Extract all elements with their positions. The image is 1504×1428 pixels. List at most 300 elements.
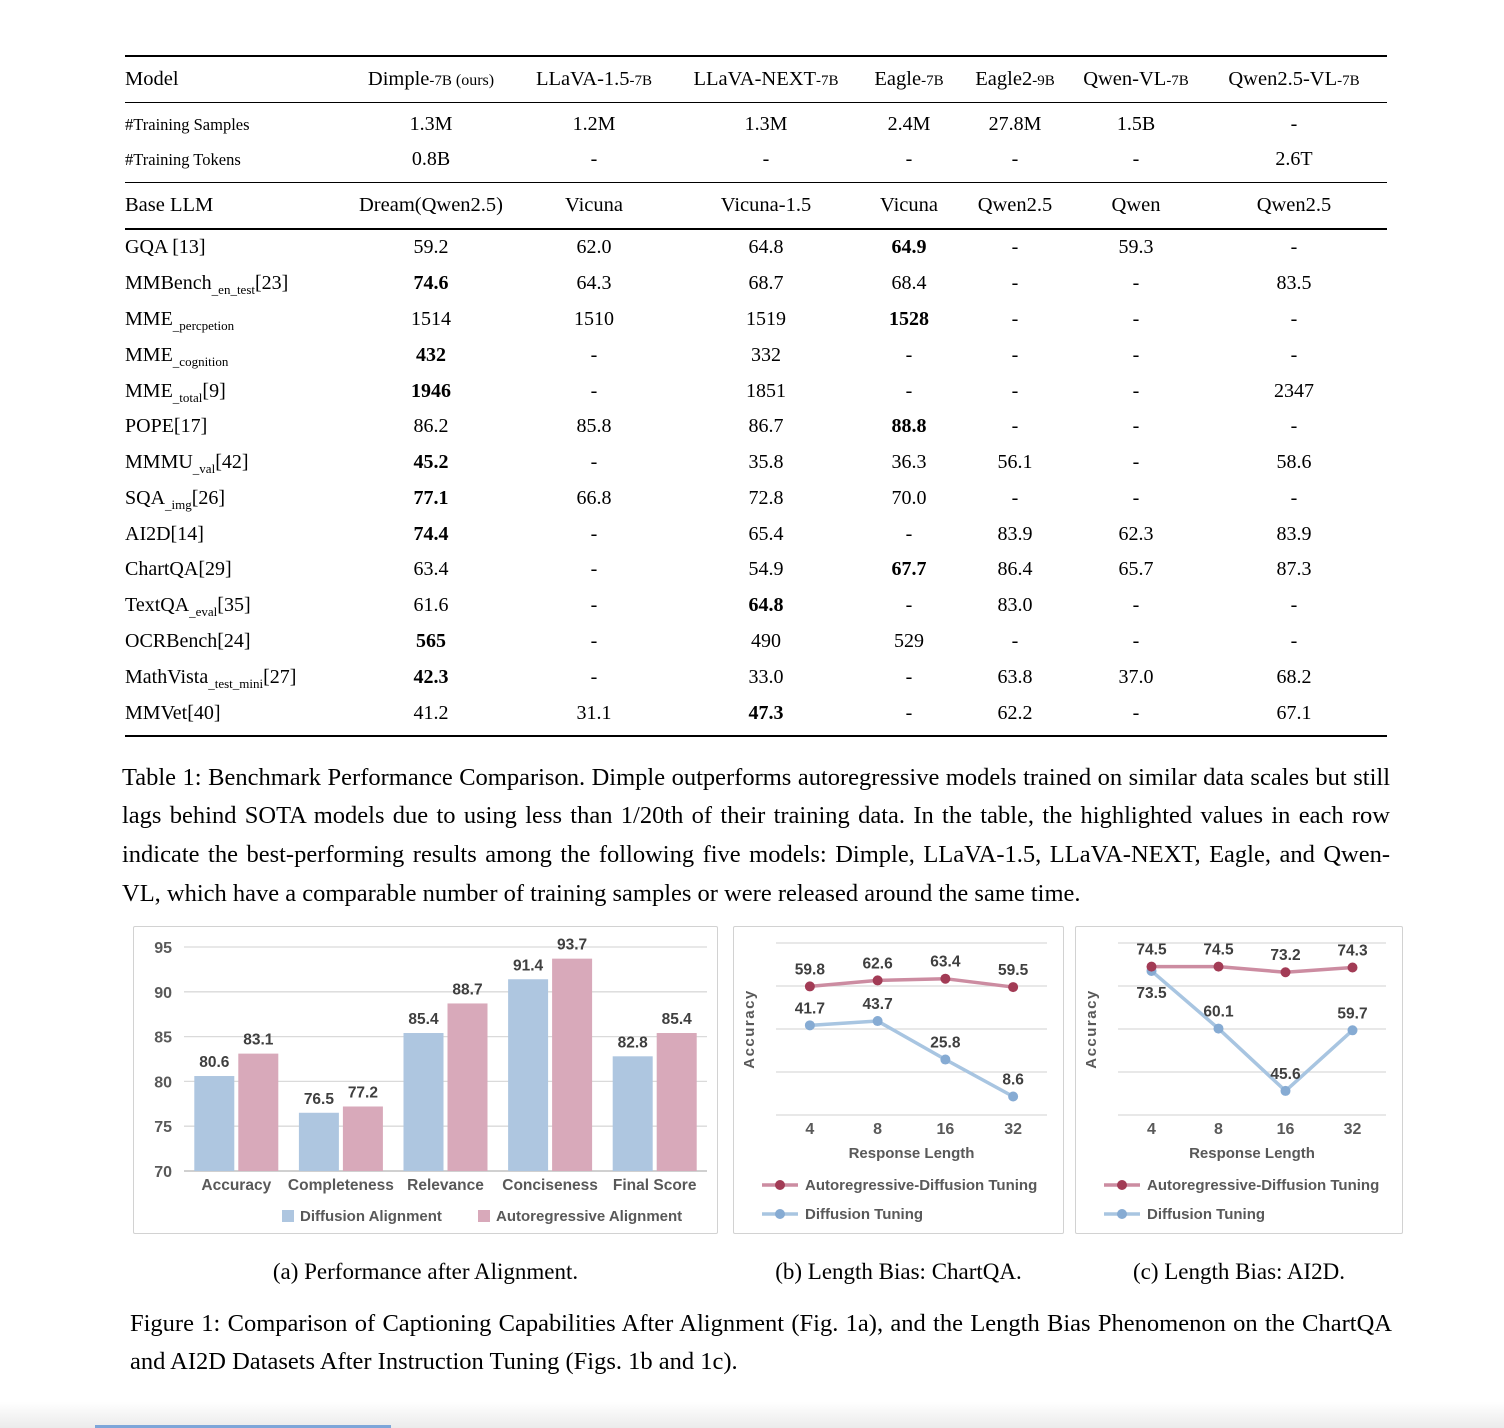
data-point — [1008, 1092, 1018, 1102]
benchmark-name: MME — [125, 379, 173, 402]
legend-marker — [775, 1209, 785, 1219]
benchmark-subscript: _test_mini — [208, 675, 264, 691]
value-cell: - — [590, 451, 598, 474]
point-value-label: 8.6 — [1002, 1071, 1024, 1089]
data-point — [1147, 962, 1157, 972]
row-label — [125, 183, 347, 230]
y-axis-label: Accuracy — [1083, 989, 1100, 1070]
model-note: (ours) — [451, 72, 495, 89]
y-tick-label: 85 — [154, 1029, 172, 1047]
model-name: LLaVA-NEXT — [693, 68, 817, 90]
category-label: Accuracy — [201, 1177, 272, 1195]
benchmark-table — [125, 55, 1387, 737]
value-cell: 68.7 — [748, 272, 784, 295]
value-cell: 54.9 — [748, 558, 784, 581]
value-cell: 63.8 — [997, 665, 1033, 688]
benchmark-name: MMVet — [125, 701, 188, 724]
value-cell: - — [905, 522, 913, 545]
point-value-label: 43.7 — [862, 996, 893, 1014]
value-cell: 1.5B — [1116, 113, 1156, 135]
benchmark-ref: [26] — [191, 486, 226, 509]
data-point — [805, 982, 815, 992]
model-name: Qwen-VL — [1083, 68, 1167, 90]
bar-value-label: 77.2 — [347, 1084, 378, 1102]
data-point — [940, 974, 950, 984]
benchmark-label — [125, 266, 347, 302]
value-cell: - — [590, 522, 598, 545]
value-cell: 2347 — [1274, 379, 1314, 402]
point-value-label: 60.1 — [1203, 1003, 1234, 1021]
value-cell: 85.8 — [576, 415, 612, 438]
bar-value-label: 91.4 — [513, 957, 544, 975]
benchmark-label — [125, 695, 347, 735]
value-cell: - — [515, 142, 673, 183]
bar — [299, 1113, 339, 1171]
y-tick-label: 75 — [154, 1119, 172, 1137]
table-caption: Table 1: Benchmark Performance Comparison. Dimple outperforms autoregressive models trained on similar data scales but still lags behind SOTA models due to using less than 1/20th of their training data. In the table, the highlighted values in each row indicate the best-performing results among the following five models: Dimple, LLaVA-1.5, LLaVA-NEXT, Eagle, and Qwen-VL, which have a comparable number of training samples or were released around the same time. — [122, 763, 1390, 907]
value-cell: 77.1 — [413, 486, 449, 509]
figure-caption: Figure 1: Comparison of Captioning Capabilities After Alignment (Fig. 1a), and the Length Bias Phenomenon on the ChartQA and AI2D Datasets After Instruction Tuning (Figs. 1b and 1c). — [130, 1310, 1392, 1376]
legend-label: Autoregressive-Diffusion Tuning — [805, 1177, 1038, 1195]
table-row — [125, 588, 1387, 624]
table-row — [125, 266, 1387, 302]
model-size-suffix: -9B — [1032, 73, 1055, 89]
x-tick-label: 8 — [1214, 1121, 1223, 1139]
data-point — [873, 976, 883, 986]
benchmark-subscript: _val — [192, 461, 216, 477]
info-row-label: #Training Samples — [125, 115, 250, 134]
column-header — [1071, 56, 1201, 103]
table-row — [125, 445, 1387, 481]
value-cell: Vicuna-1.5 — [673, 183, 859, 230]
x-axis-label: Response Length — [848, 1145, 975, 1163]
benchmark-ref: [40] — [187, 701, 221, 724]
value-cell: 1510 — [574, 307, 614, 330]
point-value-label: 25.8 — [930, 1034, 961, 1052]
benchmark-name: MME — [125, 307, 173, 330]
model-size-suffix: -7B — [921, 73, 944, 89]
x-tick-label: 8 — [873, 1121, 883, 1139]
bar-value-label: 83.1 — [243, 1031, 274, 1049]
benchmark-ref: [42] — [215, 451, 249, 474]
value-cell: - — [1011, 629, 1019, 652]
benchmark-label — [125, 373, 347, 409]
value-cell: - — [1011, 486, 1019, 509]
value-cell: - — [1011, 415, 1019, 438]
model-header-label: Model — [125, 68, 179, 90]
value-cell: - — [1071, 695, 1201, 735]
benchmark-name: GQA — [125, 236, 168, 259]
line-series — [1152, 967, 1353, 973]
value-cell: 74.6 — [413, 272, 449, 295]
value-cell: 0.8B — [347, 142, 515, 183]
value-cell: - — [1132, 594, 1140, 617]
value-cell: - — [590, 343, 598, 366]
table-row — [125, 516, 1387, 552]
value-cell: - — [1011, 379, 1019, 402]
value-cell: 1851 — [746, 379, 786, 402]
column-header — [859, 56, 959, 103]
bar-value-label: 88.7 — [452, 981, 483, 999]
value-cell: 64.8 — [748, 236, 784, 259]
table-row — [125, 229, 1387, 266]
data-point — [873, 1016, 883, 1026]
value-cell: - — [1132, 415, 1140, 438]
bar — [552, 959, 592, 1171]
table-row — [125, 624, 1387, 660]
legend-label: Diffusion Tuning — [1147, 1206, 1266, 1224]
value-cell: 58.6 — [1276, 451, 1312, 474]
benchmark-ref: [14] — [170, 522, 204, 545]
benchmark-label — [125, 552, 347, 588]
value-cell: 332 — [751, 343, 781, 366]
value-cell: - — [1290, 594, 1298, 617]
y-tick-label: 90 — [154, 985, 172, 1003]
value-cell: 62.2 — [959, 695, 1071, 735]
value-cell: 64.9 — [891, 236, 927, 259]
bar — [194, 1076, 234, 1171]
value-cell: Vicuna — [859, 183, 959, 230]
value-cell: - — [673, 142, 859, 183]
value-cell: 1.3M — [409, 113, 453, 135]
value-cell: - — [590, 629, 598, 652]
bar-value-label: 80.6 — [199, 1054, 230, 1072]
table-row — [125, 659, 1387, 695]
fig1b-panel — [733, 926, 1064, 1234]
table-row — [125, 373, 1387, 409]
bar-value-label: 93.7 — [557, 937, 588, 955]
point-value-label: 74.3 — [1337, 942, 1368, 960]
legend-marker — [1117, 1209, 1127, 1219]
benchmark-subscript: _en_test — [211, 282, 255, 298]
benchmark-ref: [29] — [198, 558, 232, 581]
value-cell: - — [1290, 113, 1298, 135]
point-value-label: 73.2 — [1270, 947, 1301, 965]
value-cell: Vicuna — [515, 183, 673, 230]
value-cell: 529 — [894, 629, 924, 652]
benchmark-label — [125, 588, 347, 624]
bar — [657, 1033, 697, 1171]
value-cell: - — [1290, 343, 1298, 366]
column-header — [673, 56, 859, 103]
legend-marker — [1117, 1180, 1127, 1190]
point-value-label: 59.5 — [998, 962, 1029, 980]
value-cell: - — [590, 558, 598, 581]
row-label — [125, 142, 347, 183]
value-cell: - — [590, 665, 598, 688]
value-cell: - — [1132, 343, 1140, 366]
table-row — [125, 302, 1387, 338]
value-cell: 83.5 — [1276, 272, 1312, 295]
bar — [404, 1033, 444, 1171]
category-label: Completeness — [287, 1177, 394, 1195]
point-value-label: 74.5 — [1136, 942, 1167, 960]
value-cell: 41.2 — [347, 695, 515, 735]
value-cell: 47.3 — [673, 695, 859, 735]
benchmark-subscript: _percpetion — [172, 317, 235, 333]
model-size-suffix: -7B — [1337, 73, 1360, 89]
model-size-suffix: -7B — [1166, 73, 1189, 89]
line-series — [1152, 971, 1353, 1091]
bar — [448, 1004, 488, 1172]
value-cell: - — [1071, 142, 1201, 183]
benchmark-label — [125, 659, 347, 695]
value-cell: 36.3 — [891, 451, 927, 474]
bar — [613, 1057, 653, 1172]
x-tick-label: 32 — [1343, 1121, 1362, 1139]
fig1c-panel — [1075, 926, 1403, 1234]
value-cell: 86.2 — [413, 415, 449, 438]
value-cell: - — [1290, 415, 1298, 438]
value-cell: 83.9 — [1276, 522, 1312, 545]
info-row-label: #Training Tokens — [125, 150, 241, 169]
x-axis-label: Response Length — [1189, 1145, 1315, 1163]
data-point — [1348, 963, 1358, 973]
value-cell: - — [1132, 272, 1140, 295]
benchmark-subscript: _cognition — [172, 353, 229, 369]
benchmark-ref: [24] — [217, 629, 251, 652]
value-cell: 87.3 — [1276, 558, 1312, 581]
data-point — [1214, 962, 1224, 972]
value-cell: 2.4M — [887, 113, 931, 135]
benchmark-label — [125, 337, 347, 373]
category-label: Final Score — [612, 1177, 697, 1195]
row-label — [125, 103, 347, 143]
model-name: Eagle — [874, 68, 922, 90]
value-cell: - — [1290, 307, 1298, 330]
column-header-model — [125, 56, 347, 103]
value-cell: 72.8 — [748, 486, 784, 509]
point-value-label: 73.5 — [1136, 985, 1167, 1003]
fig1a-bar-chart — [134, 927, 717, 1233]
legend-marker — [775, 1180, 785, 1190]
value-cell: Dream(Qwen2.5) — [347, 183, 515, 230]
table-row — [125, 552, 1387, 588]
model-name: LLaVA-1.5 — [535, 68, 630, 90]
value-cell: - — [1011, 343, 1019, 366]
value-cell: - — [1132, 486, 1140, 509]
value-cell: - — [859, 695, 959, 735]
data-point — [1281, 1086, 1291, 1096]
legend-label: Diffusion Tuning — [805, 1206, 924, 1224]
value-cell: - — [905, 379, 913, 402]
bar — [343, 1107, 383, 1172]
value-cell: - — [1132, 307, 1140, 330]
column-header — [1201, 56, 1387, 103]
benchmark-name: POPE — [125, 415, 174, 438]
value-cell: - — [1290, 629, 1298, 652]
value-cell: 1946 — [411, 379, 451, 402]
benchmark-ref: [13] — [167, 236, 206, 259]
line-series — [810, 1021, 1013, 1096]
value-cell: 62.0 — [576, 236, 612, 259]
bar — [508, 980, 548, 1172]
value-cell: 35.8 — [748, 451, 784, 474]
value-cell: Qwen2.5 — [959, 183, 1071, 230]
data-point — [940, 1055, 950, 1065]
x-tick-label: 4 — [1147, 1121, 1156, 1139]
value-cell: 1519 — [746, 307, 786, 330]
benchmark-ref: [17] — [173, 415, 208, 438]
value-cell: 68.2 — [1276, 665, 1312, 688]
legend-label: Diffusion Alignment — [300, 1208, 442, 1226]
benchmark-subscript: _eval — [189, 604, 218, 620]
fig1a-panel — [133, 926, 718, 1234]
y-axis-label: Accuracy — [741, 989, 758, 1070]
value-cell: 68.4 — [891, 272, 927, 295]
bar-value-label: 85.4 — [661, 1011, 692, 1029]
value-cell: - — [1011, 307, 1019, 330]
model-name: Eagle2 — [975, 68, 1033, 90]
benchmark-name: TextQA — [125, 594, 190, 617]
model-size-suffix: -7B — [816, 73, 839, 89]
fig1a-caption: (a) Performance after Alignment. — [272, 1259, 579, 1285]
value-cell: 86.7 — [748, 415, 784, 438]
data-point — [1008, 982, 1018, 992]
table-row — [125, 409, 1387, 445]
point-value-label: 59.8 — [794, 961, 825, 979]
benchmark-name: MMMU — [125, 451, 193, 474]
benchmark-label — [125, 516, 347, 552]
legend-label: Autoregressive-Diffusion Tuning — [1147, 1177, 1380, 1195]
fig1b-line-chart — [734, 927, 1063, 1233]
value-cell: 67.7 — [891, 558, 927, 581]
point-value-label: 63.4 — [930, 954, 961, 972]
benchmark-ref: [35] — [217, 594, 251, 617]
table-row — [125, 56, 1387, 103]
benchmark-label — [125, 480, 347, 516]
legend-swatch — [282, 1210, 294, 1222]
y-tick-label: 80 — [154, 1074, 172, 1092]
bar-value-label: 85.4 — [408, 1011, 439, 1029]
value-cell: Qwen2.5 — [1201, 183, 1387, 230]
legend-swatch — [478, 1210, 490, 1222]
benchmark-name: AI2D — [125, 522, 171, 545]
value-cell: - — [905, 594, 913, 617]
value-cell: - — [1290, 236, 1298, 259]
point-value-label: 62.6 — [862, 955, 893, 973]
value-cell: - — [905, 665, 913, 688]
bar-value-label: 82.8 — [617, 1034, 648, 1052]
category-label: Relevance — [407, 1177, 484, 1195]
benchmark-name: ChartQA — [125, 558, 199, 581]
figure-1 — [133, 926, 1504, 1234]
point-value-label: 45.6 — [1270, 1066, 1301, 1084]
benchmark-label — [125, 302, 347, 338]
table-row — [125, 103, 1387, 143]
value-cell: 70.0 — [891, 486, 927, 509]
value-cell: - — [590, 379, 598, 402]
base-llm-label: Base LLM — [125, 194, 214, 216]
benchmark-label — [125, 445, 347, 481]
column-header — [515, 56, 673, 103]
data-point — [1214, 1024, 1224, 1034]
column-header — [959, 56, 1071, 103]
benchmark-name: MMBench — [125, 272, 212, 295]
value-cell: 62.3 — [1118, 522, 1154, 545]
y-tick-label: 95 — [154, 940, 172, 958]
value-cell: 1.3M — [744, 113, 788, 135]
table-row — [125, 337, 1387, 373]
value-cell: 83.0 — [997, 594, 1033, 617]
value-cell: 2.6T — [1201, 142, 1387, 183]
value-cell: 45.2 — [413, 451, 449, 474]
fig1b-caption: (b) Length Bias: ChartQA. — [775, 1259, 1022, 1285]
benchmark-name: OCRBench — [125, 629, 218, 652]
table-row — [125, 183, 1387, 230]
table-row — [125, 695, 1387, 735]
fig1c-caption: (c) Length Bias: AI2D. — [1132, 1259, 1346, 1285]
value-cell: - — [1290, 486, 1298, 509]
value-cell: 37.0 — [1118, 665, 1154, 688]
benchmark-name: MathVista — [125, 665, 209, 688]
value-cell: 64.3 — [576, 272, 612, 295]
value-cell: 59.2 — [413, 236, 449, 259]
fig1c-line-chart — [1076, 927, 1402, 1233]
benchmark-ref: [23] — [255, 272, 289, 295]
value-cell: 86.4 — [997, 558, 1033, 581]
value-cell: 74.4 — [413, 522, 449, 545]
y-tick-label: 70 — [154, 1164, 172, 1182]
value-cell: 65.4 — [748, 522, 784, 545]
value-cell: 88.8 — [891, 415, 927, 438]
benchmark-label — [125, 624, 347, 660]
value-cell: 1514 — [411, 307, 451, 330]
value-cell: - — [1132, 379, 1140, 402]
value-cell: - — [905, 343, 913, 366]
benchmark-ref: [9] — [202, 379, 226, 402]
x-tick-label: 16 — [1276, 1121, 1295, 1139]
benchmark-label — [125, 229, 347, 266]
value-cell: - — [1011, 272, 1019, 295]
value-cell: 63.4 — [413, 558, 449, 581]
value-cell: - — [1132, 451, 1140, 474]
value-cell: Qwen — [1071, 183, 1201, 230]
data-point — [805, 1021, 815, 1031]
value-cell: 59.3 — [1118, 236, 1154, 259]
benchmark-subscript: _img — [165, 496, 192, 512]
model-name: Qwen2.5-VL — [1228, 68, 1338, 90]
benchmark-name: SQA — [125, 486, 166, 509]
value-cell: - — [859, 142, 959, 183]
column-header — [347, 56, 515, 103]
value-cell: 1528 — [889, 307, 929, 330]
value-cell: 83.9 — [997, 522, 1033, 545]
model-name: Dimple — [367, 68, 430, 90]
value-cell: 27.8M — [988, 113, 1042, 135]
data-point — [1348, 1026, 1358, 1036]
legend-label: Autoregressive Alignment — [496, 1208, 683, 1226]
value-cell: - — [1132, 629, 1140, 652]
value-cell: 33.0 — [748, 665, 784, 688]
benchmark-ref: [27] — [263, 665, 297, 688]
benchmark-label — [125, 409, 347, 445]
data-point — [1281, 968, 1291, 978]
table-row — [125, 480, 1387, 516]
x-tick-label: 4 — [805, 1121, 815, 1139]
value-cell: - — [959, 142, 1071, 183]
table-row — [125, 142, 1387, 183]
x-tick-label: 32 — [1004, 1121, 1023, 1139]
value-cell: - — [1011, 236, 1019, 259]
model-size-suffix: -7B — [629, 73, 653, 89]
figure-subcaptions — [133, 1259, 1504, 1285]
value-cell: 64.8 — [748, 594, 784, 617]
model-size-suffix: -7B — [429, 73, 452, 89]
bar — [238, 1054, 278, 1171]
value-cell: 1.2M — [572, 113, 616, 135]
benchmark-subscript: _total — [172, 389, 203, 405]
